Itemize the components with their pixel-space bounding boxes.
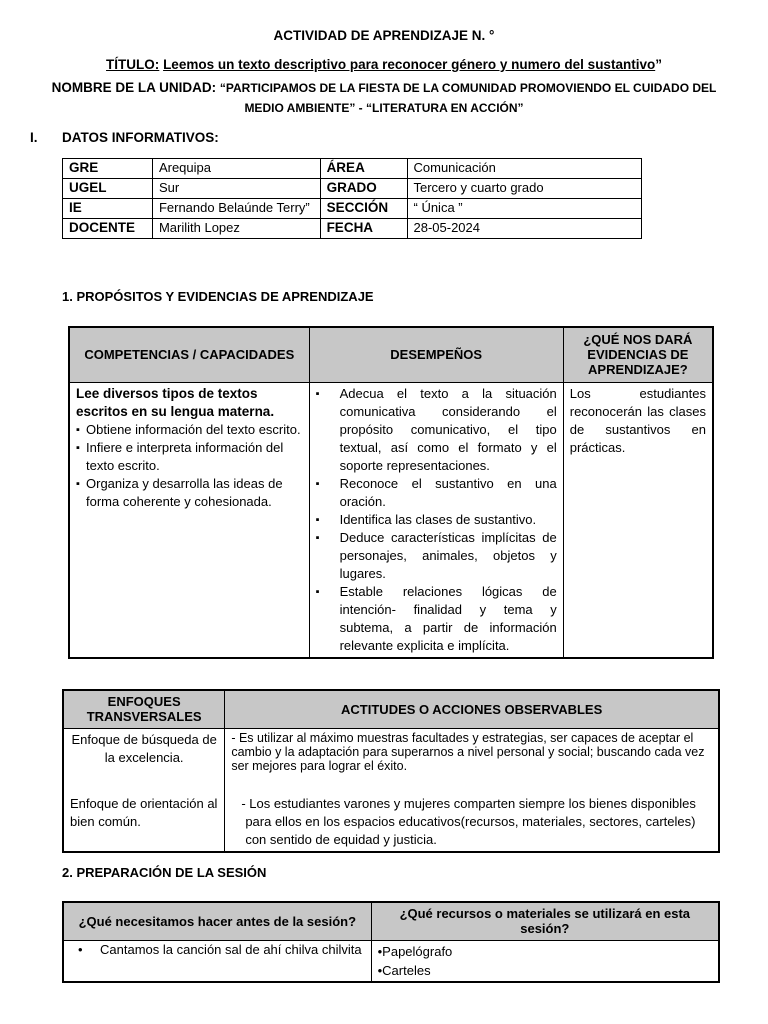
table-row (63, 219, 642, 239)
competencia-title: Lee diversos tipos de textos escritos en su lengua materna. (76, 385, 275, 419)
table-header-row (63, 902, 719, 940)
datos-value: Marilith Lopez (152, 219, 320, 239)
col-enfoques: ENFOQUES TRANSVERSALES (63, 690, 225, 728)
table-row (63, 179, 642, 199)
antes-cell (63, 940, 371, 982)
enfoque-name: Enfoque de orientación al bien común. (63, 793, 225, 852)
recurso-text: Carteles (382, 962, 431, 978)
table-header-row (63, 690, 719, 728)
unidad-name-line1: “PARTICIPAMOS DE LA FIESTA DE LA COMUNIDAD PROMOVIENDO EL CUIDADO DEL (219, 81, 717, 95)
table-row (63, 728, 719, 793)
unidad-label: NOMBRE DE LA UNIDAD: (51, 80, 217, 95)
datos-value: 28-05-2024 (407, 219, 642, 239)
col-recursos: ¿Qué recursos o materiales se utilizará en esta sesión? (371, 902, 719, 940)
datos-key: GRADO (320, 179, 407, 199)
desempenos-cell (309, 382, 563, 658)
col-desempenos: DESEMPEÑOS (309, 327, 563, 382)
unidad-line1 (0, 80, 768, 95)
evidencia-cell: Los estudiantes reconocerán las clases de sustantivos en prácticas. (563, 382, 713, 658)
list-item: ▪ Obtiene información del texto escrito. (76, 421, 303, 439)
datos-value: Comunicación (407, 159, 642, 179)
list-item (378, 942, 712, 961)
bullet-icon: • (78, 941, 83, 957)
table-row (69, 382, 713, 658)
list-item: ▪ Organiza y desarrolla las ideas de forma coherente y cohesionada. (76, 475, 303, 511)
activity-subtitle (0, 57, 768, 72)
table-row (63, 793, 719, 852)
competencias-cell (69, 382, 309, 658)
list-item: ▪ Adecua el texto a la situación comunicativa considerando el propósito comunicativo, el tipo textual, así como el formato y el soporte representaciones. (316, 385, 557, 475)
col-evidencias: ¿QUÉ NOS DARÁ EVIDENCIAS DE APRENDIZAJE? (563, 327, 713, 382)
propositos-heading: 1. PROPÓSITOS Y EVIDENCIAS DE APRENDIZAJE (62, 289, 374, 304)
enfoque-actitud: - Los estudiantes varones y mujeres comparten siempre los bienes disponibles para ellos en los espacios educativos(recursos, materiales, sectores, carteles) con sentido de equidad y justicia. (225, 793, 719, 852)
col-antes: ¿Qué necesitamos hacer antes de la sesión? (63, 902, 371, 940)
antes-text: Cantamos la canción sal de ahí chilva chilvita (100, 941, 362, 957)
datos-value: Fernando Belaúnde Terry” (152, 199, 320, 219)
datos-key: IE (63, 199, 153, 219)
list-item: ▪ Infiere e interpreta información del texto escrito. (76, 439, 303, 475)
titulo-label: TÍTULO: (106, 57, 160, 72)
datos-value: Arequipa (152, 159, 320, 179)
datos-key: ÁREA (320, 159, 407, 179)
datos-key: FECHA (320, 219, 407, 239)
datos-key: GRE (63, 159, 153, 179)
datos-key: UGEL (63, 179, 153, 199)
preparacion-table (62, 901, 720, 983)
propositos-table (68, 326, 714, 659)
section-number: I. (30, 130, 38, 145)
datos-value: Tercero y cuarto grado (407, 179, 642, 199)
bullet-icon: • (377, 943, 383, 959)
capacidades-list (76, 421, 303, 511)
recursos-cell (371, 940, 719, 982)
enfoques-table (62, 689, 720, 853)
activity-title: ACTIVIDAD DE APRENDIZAJE N. ° (273, 28, 495, 43)
datos-key: SECCIÓN (320, 199, 407, 219)
datos-value: Sur (152, 179, 320, 199)
table-row (63, 199, 642, 219)
list-item: ▪ Reconoce el sustantivo en una oración. (316, 475, 557, 511)
titulo-text: Leemos un texto descriptivo para reconocer género y numero del sustantivo (163, 57, 656, 72)
datos-key: DOCENTE (63, 219, 153, 239)
list-item: ▪ Identifica las clases de sustantivo. (316, 511, 557, 529)
datos-value: “ Única ” (407, 199, 642, 219)
section-title: DATOS INFORMATIVOS: (62, 130, 219, 145)
list-item: ▪ Estable relaciones lógicas de intención- finalidad y tema y subtema, a partir de información relevante explicita e implícita. (316, 583, 557, 655)
col-actitudes: ACTITUDES O ACCIONES OBSERVABLES (225, 690, 719, 728)
titulo-close: ” (655, 57, 662, 72)
desempenos-list (316, 385, 557, 655)
datos-informativos-table (62, 158, 642, 239)
table-row (63, 940, 719, 982)
enfoque-name: Enfoque de búsqueda de la excelencia. (63, 728, 225, 793)
table-row (63, 159, 642, 179)
enfoque-actitud: - Es utilizar al máximo muestras facultades y estrategias, ser capaces de aceptar el cambio y la adaptación para superarnos a nivel personal y social; buscando cada vez ser mejores para lograr el éxito. (225, 728, 719, 793)
col-competencias: COMPETENCIAS / CAPACIDADES (69, 327, 309, 382)
preparacion-heading: 2. PREPARACIÓN DE LA SESIÓN (62, 865, 267, 880)
list-item (378, 961, 712, 980)
table-header-row (69, 327, 713, 382)
recurso-text: Papelógrafo (382, 943, 453, 959)
unidad-name-line2: MEDIO AMBIENTE” - “LITERATURA EN ACCIÓN” (244, 101, 524, 115)
bullet-icon: • (377, 962, 383, 978)
list-item: ▪ Deduce características implícitas de personajes, animales, objetos y lugares. (316, 529, 557, 583)
